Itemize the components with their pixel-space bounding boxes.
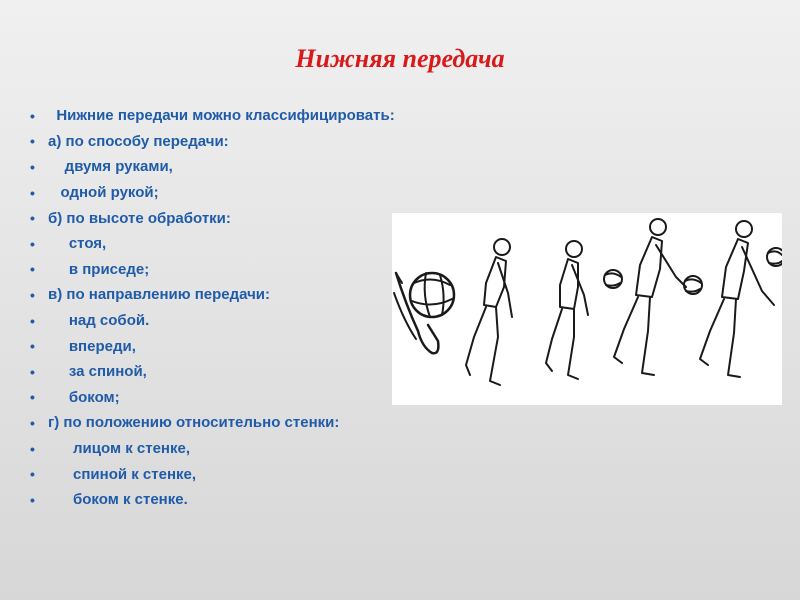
- player-figure-4: [700, 221, 774, 377]
- bullet-dot-icon: •: [30, 312, 35, 329]
- hand-ball-closeup: [394, 273, 454, 353]
- bullet-item: [30, 205, 395, 231]
- bullet-text: Нижние передачи можно классифицировать:: [48, 107, 395, 125]
- bullet-text: стоя,: [48, 235, 107, 253]
- bullet-item: [30, 436, 395, 462]
- bullet-dot-icon: •: [30, 184, 35, 201]
- bullet-dot-icon: •: [30, 414, 35, 431]
- bullet-text: б) по высоте обработки:: [48, 209, 231, 227]
- bullet-dot-icon: •: [30, 107, 35, 124]
- bullet-text: в приседе;: [48, 260, 150, 278]
- bullet-dot-icon: •: [30, 210, 35, 227]
- volleyball-2: [604, 270, 622, 288]
- slide-title: Нижняя передача: [295, 44, 505, 73]
- bullet-dot-icon: •: [30, 466, 35, 483]
- bullet-text: г) по положению относительно стенки:: [48, 414, 340, 432]
- bullet-item: [30, 308, 395, 334]
- bullet-text: в) по направлению передачи:: [48, 286, 271, 304]
- bullet-item: [30, 461, 395, 487]
- player-figure-1: [466, 239, 512, 385]
- bullet-item: [30, 410, 395, 436]
- bullet-item: [30, 282, 395, 308]
- bullet-item: [30, 231, 395, 257]
- player-figure-2: [546, 241, 588, 379]
- volleyball-4: [767, 248, 782, 266]
- player-figure-3: [614, 219, 686, 375]
- bullet-dot-icon: •: [30, 286, 35, 303]
- bullet-item: [30, 359, 395, 385]
- bullet-item: [30, 103, 395, 129]
- bullet-dot-icon: •: [30, 133, 35, 150]
- bullet-text: спиной к стенке,: [48, 465, 197, 483]
- bullet-item: [30, 487, 395, 513]
- bullet-text: лицом к стенке,: [48, 440, 190, 458]
- bullet-item: [30, 154, 395, 180]
- bullet-list: [30, 103, 395, 513]
- bullet-text: впереди,: [48, 337, 136, 355]
- bullet-text: над собой.: [48, 312, 150, 330]
- bullet-dot-icon: •: [30, 440, 35, 457]
- bullet-text: боком;: [48, 388, 120, 406]
- bullet-dot-icon: •: [30, 491, 35, 508]
- bullet-item: [30, 257, 395, 283]
- bullet-item: [30, 385, 395, 411]
- bullet-dot-icon: •: [30, 363, 35, 380]
- bullet-dot-icon: •: [30, 158, 35, 175]
- bullet-text: а) по способу передачи:: [48, 132, 229, 150]
- volleyball-pass-illustration: [392, 213, 782, 405]
- bullet-dot-icon: •: [30, 389, 35, 406]
- bullet-text: за спиной,: [48, 363, 147, 381]
- bullet-item: [30, 180, 395, 206]
- bullet-text: двумя руками,: [48, 158, 173, 176]
- pass-sequence-drawing: [392, 213, 782, 405]
- bullet-text: одной рукой;: [48, 184, 159, 202]
- bullet-dot-icon: •: [30, 338, 35, 355]
- bullet-item: [30, 333, 395, 359]
- volleyball-3: [684, 276, 702, 294]
- bullet-text: боком к стенке.: [48, 491, 188, 509]
- bullet-item: [30, 129, 395, 155]
- bullet-dot-icon: •: [30, 261, 35, 278]
- bullet-dot-icon: •: [30, 235, 35, 252]
